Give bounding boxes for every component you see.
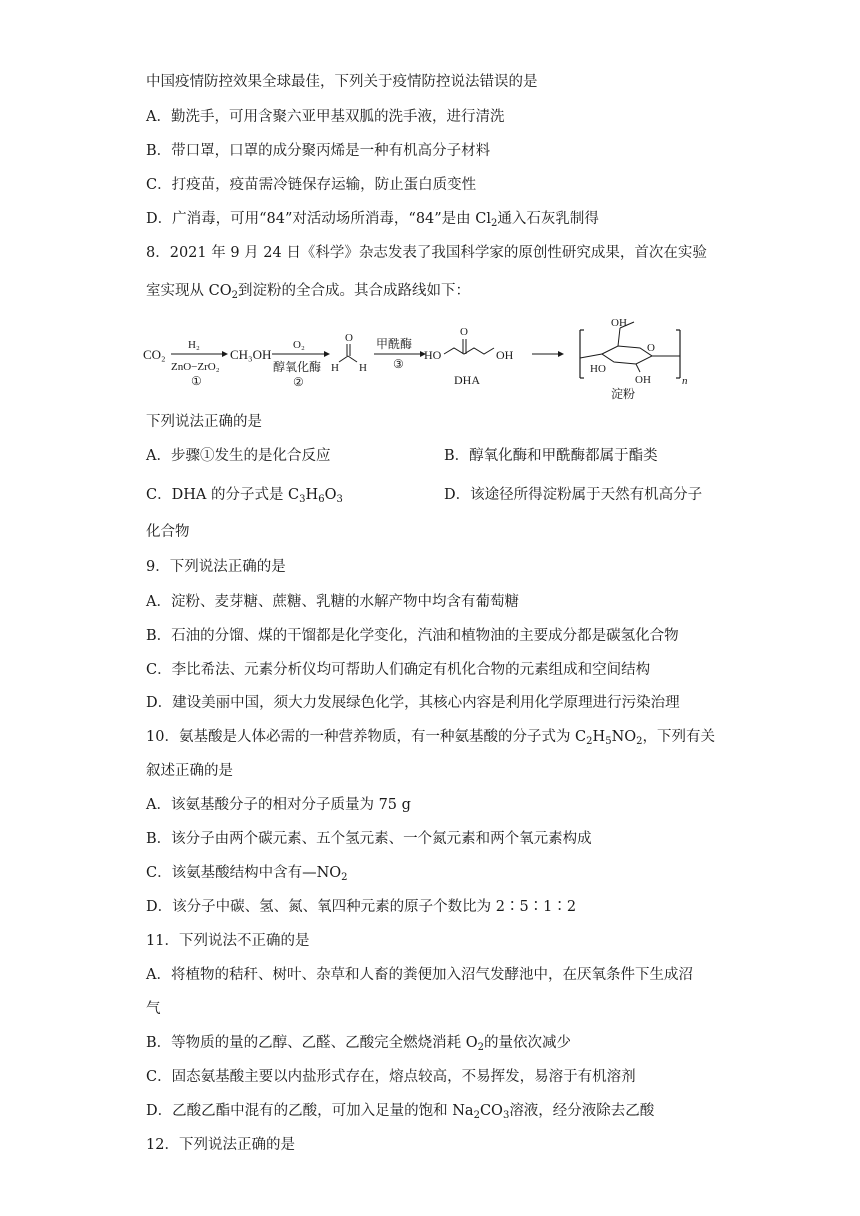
q9-option-d: D．建设美丽中国，须大力发展绿色化学，其核心内容是利用化学原理进行污染治理 <box>146 695 680 711</box>
step3-marker: ③ <box>393 357 404 371</box>
dha-ho: HO <box>424 348 442 362</box>
q11-option-c: C．固态氨基酸主要以内盐形式存在，熔点较高，不易挥发，易溶于有机溶剂 <box>146 1069 636 1085</box>
step2-marker: ② <box>293 375 304 389</box>
h2-label: H₂ <box>188 339 200 351</box>
q8-option-c: C．DHA 的分子式是 $C_3H_6O_3$ <box>146 487 343 505</box>
starch-ring-o: O <box>647 342 655 354</box>
arrowhead-step4 <box>558 351 564 357</box>
catalyst-label: ZnO−ZrO₂ <box>171 361 220 373</box>
co2-label: CO₂ <box>143 347 166 362</box>
q11-option-a: A．将植物的秸秆、树叶、杂草和人畜的粪便加入沼气发酵池中，在厌氧条件下生成沼 <box>146 967 693 983</box>
q12-stem: 12．下列说法正确的是 <box>146 1137 295 1153</box>
formaldehyde-o: O <box>345 332 353 344</box>
q8-stem-line1: 8．2021 年 9 月 24 日《科学》杂志发表了我国科学家的原创性研究成果，首次在实验 <box>146 245 707 261</box>
q10-option-b: B．该分子由两个碳元素、五个氢元素、一个氮元素和两个氧元素构成 <box>146 831 592 847</box>
q7-option-b: B．带口罩，口罩的成分聚丙烯是一种有机高分子材料 <box>146 143 491 159</box>
q7-stem: 中国疫情防控效果全球最佳，下列关于疫情防控说法错误的是 <box>146 74 538 90</box>
methanol-label: CH₃OH <box>230 347 272 362</box>
dha-oh: OH <box>496 348 514 362</box>
arrowhead-step2 <box>324 351 330 357</box>
q11-option-a-continued: 气 <box>146 1001 161 1017</box>
q8-option-d-continued: 化合物 <box>146 524 190 540</box>
q8-option-a: A．步骤①发生的是化合反应 <box>146 448 331 464</box>
q10-stem-line1: 10．氨基酸是人体必需的一种营养物质，有一种氨基酸的分子式为 $C_2H_5NO_2$，下列有关 <box>146 729 716 747</box>
q9-stem: 9．下列说法正确的是 <box>146 559 286 575</box>
starch-ring <box>602 346 652 364</box>
q10-option-a: A．该氨基酸分子的相对分子质量为 75 g <box>146 797 411 813</box>
starch-oh-top: OH <box>611 317 627 329</box>
enzyme1-label: 醇氧化酶 <box>273 360 322 374</box>
starch-oh-bottom: OH <box>635 374 651 386</box>
starch-repeat-n: n <box>682 375 688 387</box>
synthesis-route-scheme <box>140 312 700 404</box>
o2-label: O₂ <box>293 339 305 351</box>
q8-question: 下列说法正确的是 <box>146 414 262 430</box>
enzyme2-label: 甲酰酶 <box>376 337 413 351</box>
q11-stem: 11．下列说法不正确的是 <box>146 933 310 949</box>
formaldehyde-h-left: H <box>331 362 339 374</box>
q7-option-a: A．勤洗手，可用含聚六亚甲基双胍的洗手液，进行清洗 <box>146 109 505 125</box>
dha-label: DHA <box>454 373 480 387</box>
q9-option-a: A．淀粉、麦芽糖、蔗糖、乳糖的水解产物中均含有葡萄糖 <box>146 594 519 610</box>
starch-ho: HO <box>590 363 606 375</box>
step1-marker: ① <box>191 374 202 388</box>
starch-label: 淀粉 <box>611 387 636 401</box>
q8-stem-line2: 室实现从 $CO_2$到淀粉的全合成。其合成路线如下： <box>146 283 470 301</box>
arrowhead-step1 <box>222 351 228 357</box>
q7-option-c: C．打疫苗，疫苗需冷链保存运输，防止蛋白质变性 <box>146 177 477 193</box>
dha-carbonyl-o: O <box>460 326 468 338</box>
q8-option-b: B．醇氧化酶和甲酰酶都属于酯类 <box>444 448 658 464</box>
q10-option-d: D．该分子中碳、氢、氮、氧四种元素的原子个数比为 2∶5∶1∶2 <box>146 899 577 915</box>
q8-option-d: D．该途径所得淀粉属于天然有机高分子 <box>444 487 703 503</box>
q9-option-b: B．石油的分馏、煤的干馏都是化学变化，汽油和植物油的主要成分都是碳氢化合物 <box>146 628 679 644</box>
q10-option-c: C．该氨基酸结构中含有$—NO_2$ <box>146 865 348 883</box>
formaldehyde-h-right: H <box>359 362 367 374</box>
q7-option-d: D．广消毒，可用“84”对活动场所消毒，“84”是由 $Cl_2$通入石灰乳制得 <box>146 211 599 229</box>
q11-option-b: B．等物质的量的乙醇、乙醛、乙酸完全燃烧消耗 $O_2$的量依次减少 <box>146 1035 572 1053</box>
q11-option-d: D．乙酸乙酯中混有的乙酸，可加入足量的饱和 $Na_2CO_3$溶液，经分液除去乙酸 <box>146 1103 655 1121</box>
q9-option-c: C．李比希法、元素分析仪均可帮助人们确定有机化合物的元素组成和空间结构 <box>146 662 651 678</box>
q10-stem-line2: 叙述正确的是 <box>146 763 233 779</box>
